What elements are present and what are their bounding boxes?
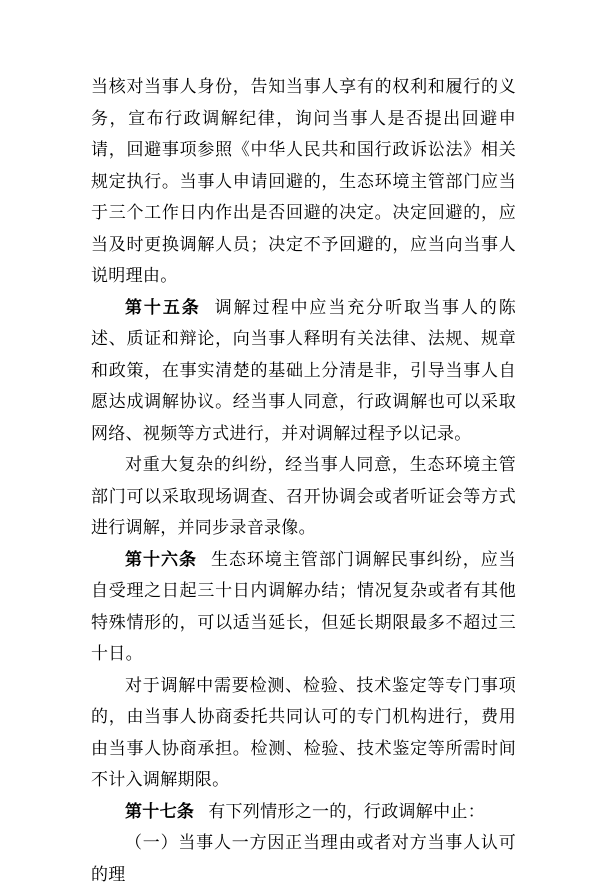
article-number: 第十七条 xyxy=(125,801,195,822)
article-number: 第十六条 xyxy=(125,549,197,570)
paragraph-text: 对重大复杂的纠纷，经当事人同意，生态环境主管部门可以采取现场调查、召开协调会或者听证会等方式进行调解，并同步录音录像。 xyxy=(91,455,516,538)
paragraph-text: 生态环境主管部门调解民事纠纷，应当自受理之日起三十日内调解办结；情况复杂或者有其他特殊情形的，可以适当延长，但延长期限最多不超过三十日。 xyxy=(91,549,516,664)
paragraph-text: （一）当事人一方因正当理由或者对方当事人认可的理 xyxy=(91,833,516,885)
paragraph xyxy=(91,450,516,545)
paragraph-text: 对于调解中需要检测、检验、技术鉴定等专门事项的，由当事人协商委托共同认可的专门机构进行，费用由当事人协商承担。检测、检验、技术鉴定等所需时间不计入调解期限。 xyxy=(91,675,516,790)
article-number: 第十五条 xyxy=(125,297,201,318)
paragraph-text: 当核对当事人身份，告知当事人享有的权利和履行的义务，宣布行政调解纪律，询问当事人是否提出回避申请，回避事项参照《中华人民共和国行政诉讼法》相关规定执行。当事人申请回避的，生态环境主管部门应当于三个工作日内作出是否回避的决定。决定回避的，应当及时更换调解人员；决定不予回避的，应当向当事人说明理由。 xyxy=(91,77,516,286)
article-17 xyxy=(91,797,516,829)
list-item xyxy=(91,828,516,891)
paragraph-text: 调解过程中应当充分听取当事人的陈述、质证和辩论，向当事人释明有关法律、法规、规章和政策，在事实清楚的基础上分清是非，引导当事人自愿达成调解协议。经当事人同意，行政调解也可以采取网络、视频等方式进行，并对调解过程予以记录。 xyxy=(91,297,516,444)
article-15 xyxy=(91,293,516,451)
paragraph-text: 有下列情形之一的，行政调解中止： xyxy=(208,801,486,822)
paragraph-continued xyxy=(91,72,516,293)
article-16 xyxy=(91,545,516,671)
paragraph xyxy=(91,671,516,797)
